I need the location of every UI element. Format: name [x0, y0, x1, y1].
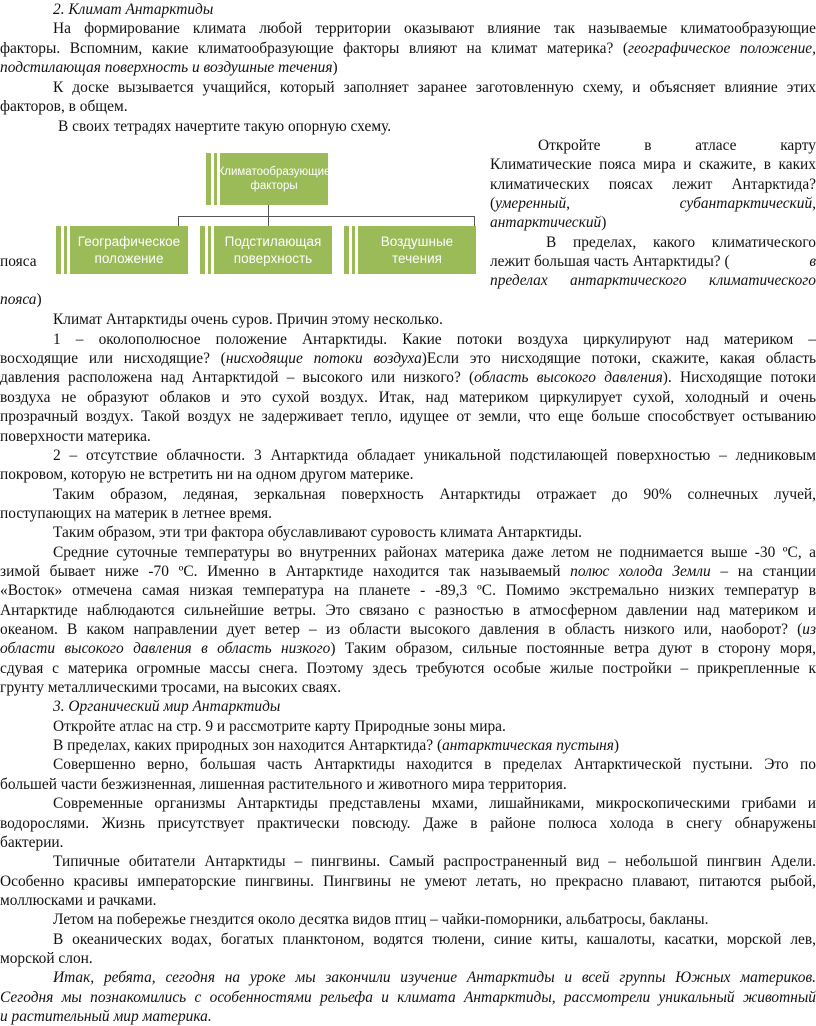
text-line: Сегодня мы познакомились с особенностями рельефа и климата Антарктиды, рассмотрели уникальный животный [0, 989, 816, 1006]
text-line: (умеренный, субантарктический, [490, 195, 816, 212]
text-line: В своих тетрадях начертите такую опорную схему. [58, 118, 392, 135]
text-line: Откройте атлас на стр. 9 и рассмотрите карту Природные зоны мира. [53, 718, 506, 735]
diagram-decor-strip [208, 226, 211, 274]
text-line: Климат Антарктиды очень суров. Причин этому несколько. [53, 311, 443, 328]
text-line: Летом на побережье гнездится около десятка видов птиц – чайки-поморники, альбатросы, бакланы. [53, 911, 709, 928]
diagram-connector [268, 216, 269, 226]
text-line: лежит большая часть Антарктиды? ( в [490, 253, 816, 270]
diagram-connector [178, 216, 474, 217]
diagram-connector [474, 216, 475, 226]
diagram-connector [268, 205, 269, 216]
diagram-box-geography: Географическое положение [70, 226, 188, 274]
text-line: Современные организмы Антарктиды представлены мхами, лишайниками, микроскопическими грибами и [53, 795, 816, 812]
text-line: Типичные обитатели Антарктиды – пингвины. Самый распространенный вид – небольшой пингвин Адели. [53, 853, 816, 870]
diagram-connector [178, 216, 179, 226]
text-line: моллюсками и рачками. [0, 892, 157, 909]
text-line: области высокого давления в область низкого) Таким образом, сильные постоянные ветра дуют в сторону моря, [0, 640, 816, 657]
text-line: сдувая с материка огромные массы снега. Поэтому здесь требуются особые жилые постройки – прикрепленные к [0, 660, 816, 677]
text-line: пояса [0, 253, 37, 270]
text-line: 1 – околополюсное положение Антарктиды. Какие потоки воздуха циркулируют над материком – [53, 331, 816, 348]
text-line: факторов, в общем. [0, 98, 128, 115]
text-line: давления расположена над Антарктидой – высокого или низкого? (область высокого давления). Нисходящие потоки [0, 369, 816, 386]
text-line: В пределах, какого климатического [546, 234, 816, 251]
text-line: климатических поясах лежит Антарктида? [490, 176, 816, 193]
diagram-box-air-currents: Воздушные течения [358, 226, 476, 274]
text-line: воздуха не образуют облаков и это сухой воздух. Итак, над материком циркулирует сухой, холодный и очень [0, 389, 816, 406]
text-line: пределах антарктического климатического [490, 272, 816, 289]
text-line: морской слон. [0, 950, 93, 967]
text-line: Антарктиде наблюдаются сильнейшие ветры. Это связано с разностью в атмосферном давлении над материком и [0, 602, 816, 619]
diagram-box-surface: Подстилающая поверхность [214, 226, 332, 274]
text-line: восходящие или нисходящие? (нисходящие потоки воздуха)Если это нисходящие потоки, скажите, какая область [0, 350, 816, 367]
diagram-decor-strip [206, 153, 211, 205]
text-line: большей части безжизненная, лишенная растительного и животного мира территория. [0, 776, 567, 793]
diagram-decor-strip [344, 226, 349, 274]
text-line: и растительный мир материка. [0, 1008, 212, 1025]
text-line: На формирование климата любой территории оказывают влияние так называемые климатообразующие [53, 20, 816, 37]
text-line: Совершенно верно, большая часть Антарктиды находится в пределах Антарктической пустыни. Это по [53, 756, 816, 773]
text-line: зимой бывает ниже -70 ºС. Именно в Антарктиде находится так называемый полюс холода Земли – на станции [0, 563, 816, 580]
text-line: К доске вызывается учащийся, который заполняет заранее заготовленную схему, и объясняет влияние этих [53, 79, 816, 96]
section-heading: 3. Органический мир Антарктиды [53, 698, 281, 715]
text-line: Итак, ребята, сегодня на уроке мы закончили изучение Антарктиды и всей группы Южных материков. [53, 969, 816, 986]
text-line: пояса) [0, 291, 42, 308]
text-line: поверхности материка. [0, 428, 151, 445]
text-line: бактерии. [0, 834, 64, 851]
factors-diagram [0, 147, 490, 274]
text-line: В пределах, каких природных зон находится Антарктида? (антарктическая пустыня) [53, 737, 620, 754]
text-line: В океанических водах, богатых планктоном, водятся тюлени, синие киты, кашалоты, касатки, морской лев, [53, 931, 816, 948]
text-line: Средние суточные температуры во внутренних районах материка даже летом не поднимается выше -30 ºС, а [53, 544, 816, 561]
text-line: Таким образом, эти три фактора обуславливают суровость климата Антарктиды. [53, 524, 583, 541]
text-line: «Восток» отмечена самая низкая температура на планете - -89,3 ºС. Помимо экстремально низких температур в [0, 582, 816, 599]
text-line: Откройте в атласе карту [538, 137, 816, 154]
text-line: Климатические пояса мира и скажите, в каких [490, 156, 816, 173]
text-line: прозрачный воздух. Такой воздух не задерживает тепло, идущее от земли, что еще больше способствует остыванию [0, 408, 816, 425]
diagram-decor-strip [64, 226, 67, 274]
text-line: грунту металлическими тросами, на высоких сваях. [0, 679, 342, 696]
diagram-decor-strip [200, 226, 205, 274]
text-line: подстилающая поверхность и воздушные течения) [0, 59, 338, 76]
text-line: водорослями. Жизнь присутствует практически повсюду. Даже в районе полюса холода в снегу обнаружены [0, 815, 816, 832]
diagram-root-box: Климатообразующие факторы [220, 153, 328, 205]
text-line: океаном. В каком направлении дует ветер – из области высокого давления в область низкого или, наоборот? (из [0, 621, 816, 638]
text-line: антарктический) [490, 214, 607, 231]
diagram-decor-strip [352, 226, 355, 274]
text-line: поступающих на материк в летнее время. [0, 505, 272, 522]
text-line: 2 – отсутствие облачности. 3 Антарктида обладает уникальной подстилающей поверхностью – ледниковым [53, 447, 816, 464]
text-line: покровом, которую не встретить ни на одном другом материке. [0, 466, 414, 483]
text-line: Особенно красивы императорские пингвины. Пингвины не умеют летать, но прекрасно плавают, питаются рыбой, [0, 873, 816, 890]
section-heading: 2. Климат Антарктиды [53, 1, 214, 18]
text-line: факторы. Вспомним, какие климатообразующие факторы влияют на климат материка? (географическое положение, [0, 40, 816, 57]
diagram-decor-strip [214, 153, 217, 205]
text-line: Таким образом, ледяная, зеркальная поверхность Антарктиды отражает до 90% солнечных лучей, [53, 486, 816, 503]
